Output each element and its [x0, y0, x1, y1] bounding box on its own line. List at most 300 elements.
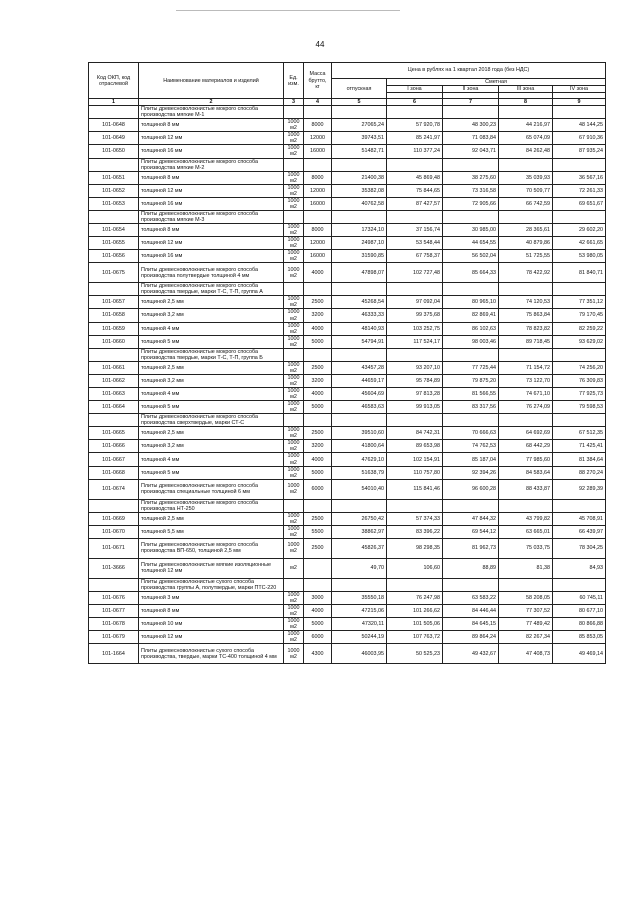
name-cell: толщиной 4 мм [139, 322, 284, 335]
price-table [88, 62, 606, 664]
name-cell: толщиной 16 мм [139, 250, 284, 263]
name-cell: толщиной 2,5 мм [139, 512, 284, 525]
empty-cell [553, 283, 606, 296]
mass-cell: 5000 [304, 466, 332, 479]
empty-cell [553, 499, 606, 512]
column-number: 5 [332, 99, 387, 106]
name-cell: толщиной 4 мм [139, 453, 284, 466]
empty-cell [304, 348, 332, 361]
group-row [89, 158, 606, 171]
mass-cell: 5000 [304, 618, 332, 631]
header-unit: Ед. изм. [284, 63, 304, 99]
group-title: Плиты древесноволокнистые мокрого способа производства мягкие М-3 [139, 210, 284, 223]
release-price-cell: 46333,33 [332, 309, 387, 322]
group-code-cell [89, 210, 139, 223]
mass-cell: 2500 [304, 512, 332, 525]
release-price-cell: 27065,24 [332, 119, 387, 132]
code-cell: 101-0677 [89, 605, 139, 618]
empty-cell [284, 578, 304, 591]
group-row [89, 499, 606, 512]
empty-cell [443, 499, 499, 512]
zone4-price-cell: 60 745,11 [553, 592, 606, 605]
name-cell: толщиной 3,2 мм [139, 374, 284, 387]
unit-cell: 1000 м2 [284, 171, 304, 184]
group-row [89, 414, 606, 427]
zone1-price-cell: 37 156,74 [387, 223, 443, 236]
unit-cell: 1000 м2 [284, 644, 304, 664]
name-cell: толщиной 16 мм [139, 145, 284, 158]
zone3-price-cell: 89 718,45 [499, 335, 553, 348]
empty-cell [332, 414, 387, 427]
table-row [89, 512, 606, 525]
zone4-price-cell: 69 651,67 [553, 197, 606, 210]
zone2-price-cell: 73 316,58 [443, 184, 499, 197]
zone2-price-cell: 63 583,22 [443, 592, 499, 605]
table-row [89, 427, 606, 440]
zone3-price-cell: 66 742,59 [499, 197, 553, 210]
table-row [89, 466, 606, 479]
code-cell: 101-0657 [89, 296, 139, 309]
name-cell: толщиной 8 мм [139, 605, 284, 618]
mass-cell: 2500 [304, 361, 332, 374]
empty-cell [553, 106, 606, 119]
zone4-price-cell: 79 170,45 [553, 309, 606, 322]
zone3-price-cell: 75 863,84 [499, 309, 553, 322]
zone4-price-cell: 78 304,25 [553, 538, 606, 558]
zone3-price-cell: 51 725,55 [499, 250, 553, 263]
zone3-price-cell: 40 879,86 [499, 237, 553, 250]
code-cell: 101-0674 [89, 479, 139, 499]
code-cell: 101-0651 [89, 171, 139, 184]
mass-cell: 12000 [304, 132, 332, 145]
release-price-cell: 26750,42 [332, 512, 387, 525]
table-row [89, 263, 606, 283]
zone1-price-cell: 67 758,37 [387, 250, 443, 263]
empty-cell [304, 158, 332, 171]
group-code-cell [89, 499, 139, 512]
name-cell: толщиной 2,5 мм [139, 296, 284, 309]
empty-cell [553, 158, 606, 171]
release-price-cell: 44659,17 [332, 374, 387, 387]
zone1-price-cell: 99 375,68 [387, 309, 443, 322]
unit-cell: 1000 м2 [284, 466, 304, 479]
group-row [89, 578, 606, 591]
zone4-price-cell: 45 708,91 [553, 512, 606, 525]
mass-cell: 8000 [304, 223, 332, 236]
group-title: Плиты древесноволокнистые мокрого способа производства твердые, марки Т-С, Т-П, группа А [139, 283, 284, 296]
name-cell: толщиной 16 мм [139, 197, 284, 210]
code-cell: 101-0649 [89, 132, 139, 145]
code-cell: 101-0675 [89, 263, 139, 283]
release-price-cell: 51638,79 [332, 466, 387, 479]
zone4-price-cell: 29 602,20 [553, 223, 606, 236]
zone1-price-cell: 89 653,98 [387, 440, 443, 453]
empty-cell [499, 106, 553, 119]
mass-cell: 3200 [304, 309, 332, 322]
zone2-price-cell: 71 083,84 [443, 132, 499, 145]
empty-cell [499, 210, 553, 223]
code-cell: 101-0654 [89, 223, 139, 236]
header-zone-4: IV зона [553, 86, 606, 93]
zone3-price-cell: 65 074,09 [499, 132, 553, 145]
zone3-price-cell: 77 489,42 [499, 618, 553, 631]
table-row [89, 592, 606, 605]
column-number: 3 [284, 99, 304, 106]
name-cell: толщиной 5,5 мм [139, 525, 284, 538]
empty-cell [387, 578, 443, 591]
empty-cell [499, 348, 553, 361]
unit-cell: 1000 м2 [284, 184, 304, 197]
name-cell: толщиной 8 мм [139, 119, 284, 132]
group-title: Плиты древесноволокнистые мокрого способа производства твердые, марки Т-С, Т-П, группа Б [139, 348, 284, 361]
code-cell: 101-0663 [89, 388, 139, 401]
empty-cell [499, 499, 553, 512]
group-title: Плиты древесноволокнистые мокрого способа производства сверхтвердые, марки СТ-С [139, 414, 284, 427]
zone1-price-cell: 103 252,75 [387, 322, 443, 335]
zone4-price-cell: 48 144,25 [553, 119, 606, 132]
release-price-cell: 38862,97 [332, 525, 387, 538]
release-price-cell: 51482,71 [332, 145, 387, 158]
mass-cell: 4000 [304, 453, 332, 466]
zone3-price-cell: 58 208,05 [499, 592, 553, 605]
table-row [89, 223, 606, 236]
table-row [89, 361, 606, 374]
zone4-price-cell: 67 910,36 [553, 132, 606, 145]
zone1-price-cell: 101 505,06 [387, 618, 443, 631]
zone2-price-cell: 49 432,67 [443, 644, 499, 664]
zone1-price-cell: 57 920,78 [387, 119, 443, 132]
zone4-price-cell: 80 677,10 [553, 605, 606, 618]
mass-cell: 2500 [304, 538, 332, 558]
name-cell: толщиной 12 мм [139, 132, 284, 145]
name-cell: толщиной 8 мм [139, 223, 284, 236]
zone2-price-cell: 84 645,15 [443, 618, 499, 631]
unit-cell: 1000 м2 [284, 361, 304, 374]
mass-cell: 4000 [304, 605, 332, 618]
zone2-price-cell: 30 985,00 [443, 223, 499, 236]
unit-cell: 1000 м2 [284, 197, 304, 210]
code-cell: 101-0656 [89, 250, 139, 263]
column-number: 2 [139, 99, 284, 106]
empty-cell [284, 158, 304, 171]
name-cell: Плиты древесноволокнистые мягкие изоляционные толщиной 12 мм [139, 558, 284, 578]
unit-cell: 1000 м2 [284, 145, 304, 158]
empty-cell [443, 210, 499, 223]
zone2-price-cell: 98 003,46 [443, 335, 499, 348]
release-price-cell: 24987,10 [332, 237, 387, 250]
release-price-cell: 31590,85 [332, 250, 387, 263]
unit-cell: 1000 м2 [284, 401, 304, 414]
name-cell: толщиной 12 мм [139, 237, 284, 250]
release-price-cell: 46583,63 [332, 401, 387, 414]
release-price-cell: 49,70 [332, 558, 387, 578]
zone2-price-cell: 74 762,53 [443, 440, 499, 453]
table-row [89, 309, 606, 322]
empty-cell [387, 348, 443, 361]
zone3-price-cell: 77 985,60 [499, 453, 553, 466]
zone3-price-cell: 44 216,97 [499, 119, 553, 132]
code-cell: 101-0665 [89, 427, 139, 440]
zone4-price-cell: 66 439,97 [553, 525, 606, 538]
name-cell: толщиной 3 мм [139, 592, 284, 605]
code-cell: 101-0655 [89, 237, 139, 250]
release-price-cell: 47215,06 [332, 605, 387, 618]
mass-cell: 12000 [304, 184, 332, 197]
unit-cell: 1000 м2 [284, 263, 304, 283]
table-row [89, 618, 606, 631]
zone3-price-cell: 74 671,10 [499, 388, 553, 401]
zone1-price-cell: 99 913,05 [387, 401, 443, 414]
zone3-price-cell: 64 692,69 [499, 427, 553, 440]
code-cell: 101-0653 [89, 197, 139, 210]
unit-cell: 1000 м2 [284, 119, 304, 132]
mass-cell: 4000 [304, 322, 332, 335]
release-price-cell: 40762,58 [332, 197, 387, 210]
name-cell: толщиной 12 мм [139, 631, 284, 644]
group-row [89, 348, 606, 361]
zone4-price-cell: 85 853,05 [553, 631, 606, 644]
group-code-cell [89, 106, 139, 119]
release-price-cell: 21400,38 [332, 171, 387, 184]
unit-cell: 1000 м2 [284, 223, 304, 236]
release-price-cell: 54010,40 [332, 479, 387, 499]
empty-cell [304, 106, 332, 119]
name-cell: толщиной 2,5 мм [139, 361, 284, 374]
zone4-price-cell: 42 661,65 [553, 237, 606, 250]
empty-cell [443, 283, 499, 296]
empty-cell [387, 414, 443, 427]
table-row [89, 119, 606, 132]
table-body [89, 106, 606, 664]
unit-cell: 1000 м2 [284, 296, 304, 309]
page-number: 44 [315, 40, 325, 49]
code-cell: 101-0658 [89, 309, 139, 322]
release-price-cell: 45826,37 [332, 538, 387, 558]
unit-cell: 1000 м2 [284, 453, 304, 466]
code-cell: 101-0664 [89, 401, 139, 414]
empty-cell [443, 414, 499, 427]
zone2-price-cell: 48 300,23 [443, 119, 499, 132]
empty-cell [284, 414, 304, 427]
header-mass: Масса брутто, кг [304, 63, 332, 99]
zone1-price-cell: 107 763,72 [387, 631, 443, 644]
zone4-price-cell: 77 351,12 [553, 296, 606, 309]
release-price-cell: 47629,10 [332, 453, 387, 466]
table-row [89, 479, 606, 499]
column-number: 9 [553, 99, 606, 106]
empty-cell [499, 283, 553, 296]
zone2-price-cell: 47 844,32 [443, 512, 499, 525]
empty-cell [304, 414, 332, 427]
header-zone-1: I зона [387, 86, 443, 93]
code-cell: 101-0660 [89, 335, 139, 348]
empty-cell [553, 414, 606, 427]
zone1-price-cell: 102 727,48 [387, 263, 443, 283]
empty-cell [284, 348, 304, 361]
unit-cell: 1000 м2 [284, 427, 304, 440]
zone2-price-cell: 92 394,26 [443, 466, 499, 479]
empty-cell [553, 210, 606, 223]
zone1-price-cell: 85 241,97 [387, 132, 443, 145]
empty-cell [332, 158, 387, 171]
name-cell: толщиной 2,5 мм [139, 427, 284, 440]
release-price-cell: 35550,18 [332, 592, 387, 605]
zone2-price-cell: 70 666,63 [443, 427, 499, 440]
mass-cell: 3200 [304, 374, 332, 387]
release-price-cell: 50244,19 [332, 631, 387, 644]
mass-cell: 6000 [304, 631, 332, 644]
release-price-cell: 39743,51 [332, 132, 387, 145]
zone4-price-cell: 72 261,33 [553, 184, 606, 197]
zone2-price-cell: 69 544,12 [443, 525, 499, 538]
zone4-price-cell: 93 629,02 [553, 335, 606, 348]
table-row [89, 538, 606, 558]
unit-cell: 1000 м2 [284, 440, 304, 453]
zone4-price-cell: 84,93 [553, 558, 606, 578]
unit-cell: 1000 м2 [284, 322, 304, 335]
code-cell: 101-0652 [89, 184, 139, 197]
mass-cell: 3000 [304, 592, 332, 605]
zone3-price-cell: 82 267,34 [499, 631, 553, 644]
unit-cell: 1000 м2 [284, 479, 304, 499]
zone4-price-cell: 88 270,24 [553, 466, 606, 479]
empty-cell [387, 106, 443, 119]
zone3-price-cell: 78 823,82 [499, 322, 553, 335]
name-cell: Плиты древесноволокнистые мокрого способа производства ВП-650, толщиной 2,5 мм [139, 538, 284, 558]
zone1-price-cell: 57 374,33 [387, 512, 443, 525]
zone4-price-cell: 67 512,35 [553, 427, 606, 440]
zone2-price-cell: 96 600,28 [443, 479, 499, 499]
zone1-price-cell: 97 813,28 [387, 388, 443, 401]
zone1-price-cell: 98 298,35 [387, 538, 443, 558]
zone1-price-cell: 97 092,04 [387, 296, 443, 309]
empty-cell [284, 499, 304, 512]
mass-cell: 4000 [304, 388, 332, 401]
unit-cell: 1000 м2 [284, 618, 304, 631]
zone3-price-cell: 71 154,72 [499, 361, 553, 374]
name-cell: толщиной 10 мм [139, 618, 284, 631]
group-row [89, 210, 606, 223]
unit-cell: 1000 м2 [284, 237, 304, 250]
zone3-price-cell: 28 365,61 [499, 223, 553, 236]
table-row [89, 145, 606, 158]
name-cell: толщиной 4 мм [139, 388, 284, 401]
empty-cell [332, 499, 387, 512]
release-price-cell: 39510,60 [332, 427, 387, 440]
table-row [89, 296, 606, 309]
code-cell: 101-3666 [89, 558, 139, 578]
mass-cell: 5500 [304, 525, 332, 538]
column-number-row [89, 99, 606, 106]
group-title: Плиты древесноволокнистые мокрого способа производства мягкие М-2 [139, 158, 284, 171]
zone4-price-cell: 74 256,20 [553, 361, 606, 374]
header-code: Код ОКП, код отраслевой [89, 63, 139, 99]
table-row [89, 374, 606, 387]
column-number: 8 [499, 99, 553, 106]
empty-cell [332, 283, 387, 296]
table-row [89, 401, 606, 414]
mass-cell [304, 558, 332, 578]
zone1-price-cell: 93 207,10 [387, 361, 443, 374]
zone1-price-cell: 101 266,62 [387, 605, 443, 618]
mass-cell: 4300 [304, 644, 332, 664]
unit-cell: 1000 м2 [284, 605, 304, 618]
zone3-price-cell: 78 422,92 [499, 263, 553, 283]
table-row [89, 605, 606, 618]
empty-cell [387, 283, 443, 296]
zone1-price-cell: 95 784,89 [387, 374, 443, 387]
zone1-price-cell: 84 742,31 [387, 427, 443, 440]
zone1-price-cell: 75 844,65 [387, 184, 443, 197]
code-cell: 101-0661 [89, 361, 139, 374]
empty-cell [443, 158, 499, 171]
zone1-price-cell: 76 247,98 [387, 592, 443, 605]
code-cell: 101-0666 [89, 440, 139, 453]
name-cell: толщиной 5 мм [139, 401, 284, 414]
zone2-price-cell: 83 317,56 [443, 401, 499, 414]
mass-cell: 5000 [304, 401, 332, 414]
mass-cell: 2500 [304, 427, 332, 440]
zone4-price-cell: 79 598,53 [553, 401, 606, 414]
zone2-price-cell: 81 962,73 [443, 538, 499, 558]
group-code-cell [89, 158, 139, 171]
table-row [89, 644, 606, 664]
code-cell: 101-0676 [89, 592, 139, 605]
empty-cell [499, 414, 553, 427]
zone3-price-cell: 84 262,48 [499, 145, 553, 158]
table-row [89, 388, 606, 401]
zone2-price-cell: 85 664,33 [443, 263, 499, 283]
name-cell: Плиты древесноволокнистые сухого способа производства, твердые, марки ТС-400 толщиной 4 мм [139, 644, 284, 664]
table-row [89, 250, 606, 263]
zone3-price-cell: 70 509,77 [499, 184, 553, 197]
zone1-price-cell: 50 525,23 [387, 644, 443, 664]
table-row [89, 558, 606, 578]
group-title: Плиты древесноволокнистые сухого способа производства группы А, полутвердые, марки ПТС-220 [139, 578, 284, 591]
zone2-price-cell: 79 875,20 [443, 374, 499, 387]
release-price-cell: 45268,54 [332, 296, 387, 309]
zone4-price-cell: 53 980,05 [553, 250, 606, 263]
zone1-price-cell: 110 377,24 [387, 145, 443, 158]
group-code-cell [89, 348, 139, 361]
empty-cell [304, 578, 332, 591]
unit-cell: 1000 м2 [284, 631, 304, 644]
empty-cell [304, 499, 332, 512]
empty-cell [443, 578, 499, 591]
zone1-price-cell: 110 757,80 [387, 466, 443, 479]
group-code-cell [89, 283, 139, 296]
zone2-price-cell: 38 275,60 [443, 171, 499, 184]
empty-cell [443, 348, 499, 361]
code-cell: 101-0650 [89, 145, 139, 158]
empty-cell [304, 283, 332, 296]
mass-cell: 8000 [304, 171, 332, 184]
zone4-price-cell: 36 567,16 [553, 171, 606, 184]
mass-cell: 16000 [304, 250, 332, 263]
zone2-price-cell: 81 566,55 [443, 388, 499, 401]
table-row [89, 132, 606, 145]
table-row [89, 440, 606, 453]
mass-cell: 5000 [304, 335, 332, 348]
zone2-price-cell: 56 502,04 [443, 250, 499, 263]
zone3-price-cell: 43 799,82 [499, 512, 553, 525]
mass-cell: 3200 [304, 440, 332, 453]
name-cell: Плиты древесноволокнистые мокрого способа производства полутвердые толщиной 4 мм [139, 263, 284, 283]
empty-cell [284, 210, 304, 223]
code-cell: 101-0659 [89, 322, 139, 335]
release-price-cell: 17324,10 [332, 223, 387, 236]
name-cell: толщиной 3,2 мм [139, 309, 284, 322]
